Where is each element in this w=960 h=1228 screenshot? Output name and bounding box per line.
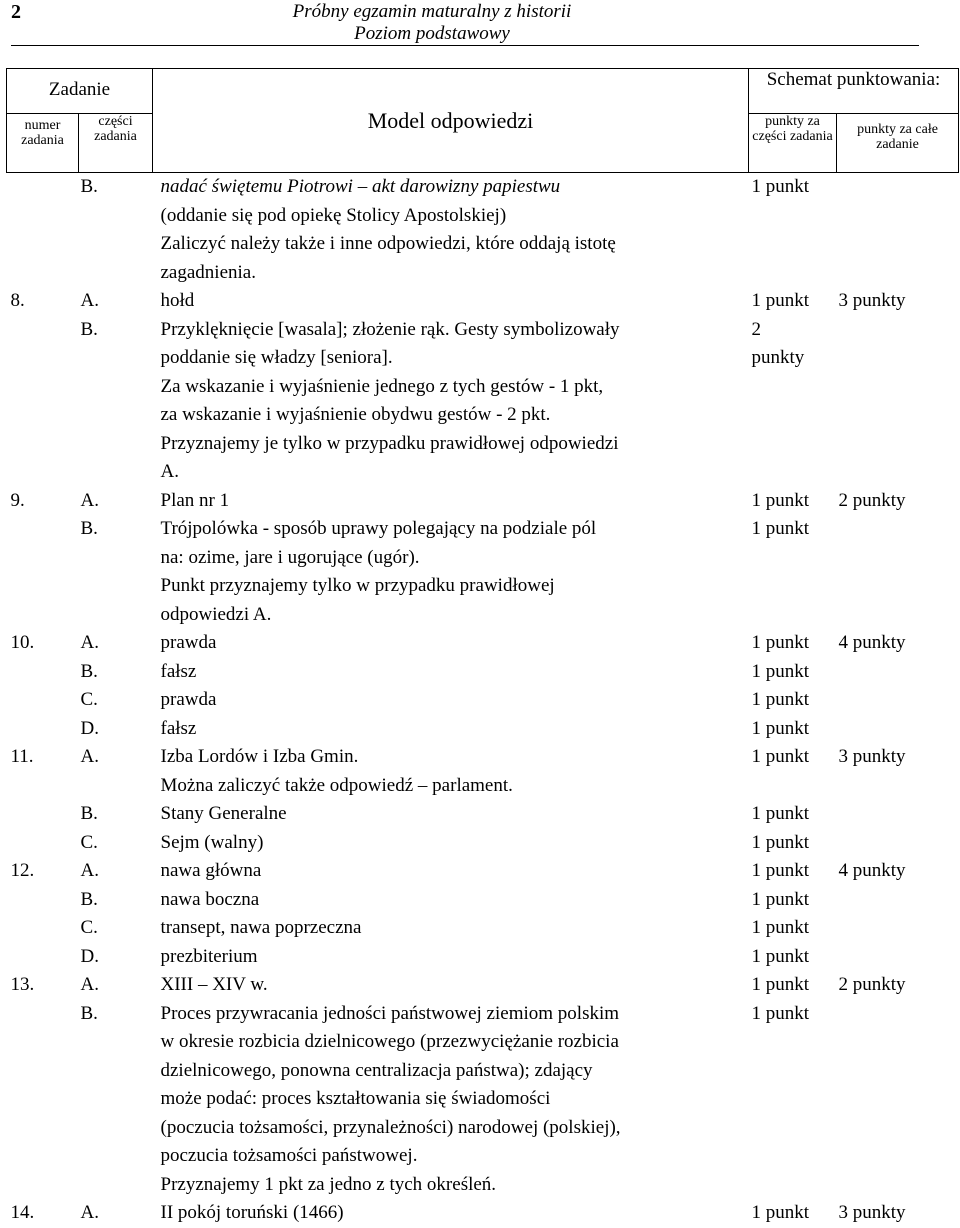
page-header [0,0,960,47]
header-zadanie: Zadanie [7,69,153,114]
model-answer-line: Izba Lordów i Izba Gmin. [160,746,359,767]
task-part: A. [80,1202,99,1223]
points-for-task [837,515,959,629]
model-answer-line: Za wskazanie i wyjaśnienie jednego z tych gestów - 1 pkt, [160,375,604,397]
header-model-odpowiedzi: Model odpowiedzi [153,69,749,173]
task-part: B. [80,318,98,340]
task-part: C. [80,831,98,853]
points-for-part: 1 punkt [751,489,810,511]
task-part: A. [80,290,99,311]
model-answer-line: A. [160,461,179,482]
model-answer-line: fałsz [160,717,197,739]
model-answer [153,173,749,288]
points-for-task: 2 punkty [838,974,906,995]
task-number [7,943,79,972]
model-answer-line: (oddanie się pod opiekę Stolicy Apostolskiej) [160,204,507,226]
points-for-task [837,715,959,744]
task-number [7,173,79,288]
points-for-part: 1 punkt [751,689,810,710]
points-for-part: 1 punkt [751,803,810,824]
model-answer-line: Punkt przyznajemy tylko w przypadku prawidłowej [160,575,555,596]
model-answer-line: odpowiedzi A. [160,603,272,625]
model-answer-line: Sejm (walny) [160,831,264,853]
points-for-part: 1 punkt [751,746,810,767]
table-row [7,971,959,1000]
task-number: 14. [10,1202,35,1223]
points-for-task: 3 punkty [838,290,906,311]
table-row [7,914,959,943]
task-part: A. [80,489,99,511]
table-row [7,1199,959,1228]
answer-key-body [7,173,959,1228]
points-for-task [837,658,959,687]
model-answer-line: XIII – XIV w. [160,974,268,995]
points-for-part: 1 punkt [751,717,810,739]
points-for-part: 1 punkt [751,1202,810,1223]
model-answer-line: dzielnicowego, ponowna centralizacja państwa); zdający [160,1059,593,1081]
model-answer-line: zagadnienia. [160,261,256,283]
model-answer-line: Stany Generalne [160,803,287,824]
points-for-task: 2 punkty [838,489,906,511]
table-row [7,686,959,715]
points-for-task: 3 punkty [838,1202,906,1223]
task-number [7,658,79,687]
model-answer [153,686,749,715]
table-row [7,629,959,658]
model-answer-line: nawa boczna [160,888,260,910]
task-part: B. [80,518,98,539]
points-unit: punkty [751,347,805,368]
points-for-task: 4 punkty [838,860,906,881]
points-for-task: 4 punkty [838,632,906,653]
table-row [7,800,959,829]
model-answer [153,515,749,629]
points-for-task [837,886,959,915]
points-for-part: 1 punkt [751,290,810,311]
model-answer-line: może podać: proces kształtowania się świadomości [160,1088,551,1109]
task-number [7,914,79,943]
model-answer-line: transept, nawa poprzeczna [160,917,362,938]
task-part: B. [80,176,98,197]
points-for-task [837,943,959,972]
header-czesci-zadania: części zadania [79,114,153,173]
page-number: 2 [11,1,21,23]
model-answer [153,658,749,687]
task-number [7,886,79,915]
model-answer [153,886,749,915]
task-number: 11. [10,746,34,767]
model-answer [153,1199,749,1228]
points-for-part: 1 punkt [751,974,810,995]
model-answer [153,487,749,516]
table-row [7,487,959,516]
model-answer-line: Przyznajemy 1 pkt za jedno z tych określeń. [160,1173,497,1195]
task-number [7,829,79,858]
points-for-part: 1 punkt [751,945,810,967]
task-part: A. [80,974,99,995]
table-row [7,715,959,744]
task-number: 10. [10,632,35,653]
model-answer-line: nadać świętemu Piotrowi – akt darowizny papiestwu [160,176,561,197]
table-row [7,287,959,316]
model-answer [153,971,749,1000]
model-answer-line: (poczucia tożsamości, przynależności) narodowej (polskiej), [160,1116,621,1138]
points-for-task [837,829,959,858]
task-number [7,316,79,487]
model-answer [153,914,749,943]
task-part: D. [80,717,99,739]
table-row [7,316,959,487]
answer-key-header [7,69,959,173]
table-row [7,1000,959,1200]
header-punkty-za-czesci: punkty za części zadania [749,114,837,173]
points-for-part: 1 punkt [751,888,810,910]
task-number [7,800,79,829]
points-for-part: 1 punkt [751,917,810,938]
exam-title: Próbny egzamin maturalny z historii [292,1,572,22]
task-number [7,515,79,629]
task-part: A. [80,746,99,767]
model-answer [153,715,749,744]
answer-key-table [6,68,959,1228]
points-for-part: 1 punkt [751,632,810,653]
model-answer-line: Trójpolówka - sposób uprawy polegający na podziale pól [160,518,597,539]
model-answer [153,316,749,487]
task-part: B. [80,803,98,824]
model-answer-line: w okresie rozbicia dzielnicowego (przezwyciężanie rozbicia [160,1031,619,1052]
task-number [7,686,79,715]
points-for-task: 3 punkty [838,746,906,767]
model-answer-line: nawa główna [160,860,262,881]
model-answer-line: Plan nr 1 [160,489,230,511]
model-answer-line: prawda [160,689,217,710]
points-for-task [837,173,959,288]
table-row [7,857,959,886]
model-answer-line: Przyznajemy je tylko w przypadku prawidłowej odpowiedzi [160,432,619,454]
task-number [7,1000,79,1200]
points-for-task [837,686,959,715]
task-part: C. [80,689,98,710]
model-answer-line: Można zaliczyć także odpowiedź – parlament. [160,774,513,796]
model-answer [153,857,749,886]
points-for-task [837,316,959,487]
table-row [7,886,959,915]
task-part: C. [80,917,98,938]
model-answer-line: za wskazanie i wyjaśnienie obydwu gestów - 2 pkt. [160,404,551,425]
model-answer [153,629,749,658]
points-for-part: 1 punkt [751,660,810,682]
points-for-task [837,1000,959,1200]
model-answer [153,1000,749,1200]
table-row [7,173,959,288]
table-row [7,743,959,800]
model-answer [153,800,749,829]
header-schemat: Schemat punktowania: [749,69,959,114]
points-for-part: 1 punkt [751,518,810,539]
model-answer-line: na: ozime, jare i ugorujące (ugór). [160,546,420,568]
table-row [7,658,959,687]
points-for-part: 1 punkt [751,860,810,881]
model-answer-line: poddanie się władzy [seniora]. [160,347,393,368]
model-answer [153,829,749,858]
header-punkty-za-cale: punkty za całe zadanie [837,114,959,173]
model-answer [153,287,749,316]
task-part: D. [80,945,99,967]
model-answer-line: poczucia tożsamości państwowej. [160,1145,418,1166]
task-part: A. [80,860,99,881]
table-row [7,515,959,629]
model-answer-line: Zaliczyć należy także i inne odpowiedzi, które oddają istotę [160,233,616,254]
model-answer-line: prawda [160,632,217,653]
task-part: B. [80,660,98,682]
exam-level: Poziom podstawowy [354,23,510,44]
task-part: B. [80,1002,98,1024]
points-for-part: 1 punkt [751,176,810,197]
model-answer [153,743,749,800]
points-for-part: 1 punkt [751,1002,810,1024]
model-answer [153,943,749,972]
task-number: 13. [10,974,35,995]
header-divider [11,45,919,46]
task-part: B. [80,888,98,910]
points-for-part [749,316,837,487]
task-part: A. [80,632,99,653]
points-for-task [837,800,959,829]
table-row [7,943,959,972]
task-number: 12. [10,860,35,881]
task-number [7,715,79,744]
model-answer-line: II pokój toruński (1466) [160,1202,344,1223]
model-answer-line: fałsz [160,660,197,682]
header-numer-zadania: numer zadania [7,114,79,173]
points-for-part: 1 punkt [751,831,810,853]
model-answer-line: prezbiterium [160,945,258,967]
model-answer-line: Proces przywracania jedności państwowej ziemiom polskim [160,1002,620,1024]
task-number: 8. [10,290,25,311]
model-answer-line: Przyklęknięcie [wasala]; złożenie rąk. Gesty symbolizowały [160,318,620,340]
task-number: 9. [10,489,25,511]
points-for-task [837,914,959,943]
table-row [7,829,959,858]
points-value: 2 [751,318,761,340]
model-answer-line: hołd [160,290,195,311]
